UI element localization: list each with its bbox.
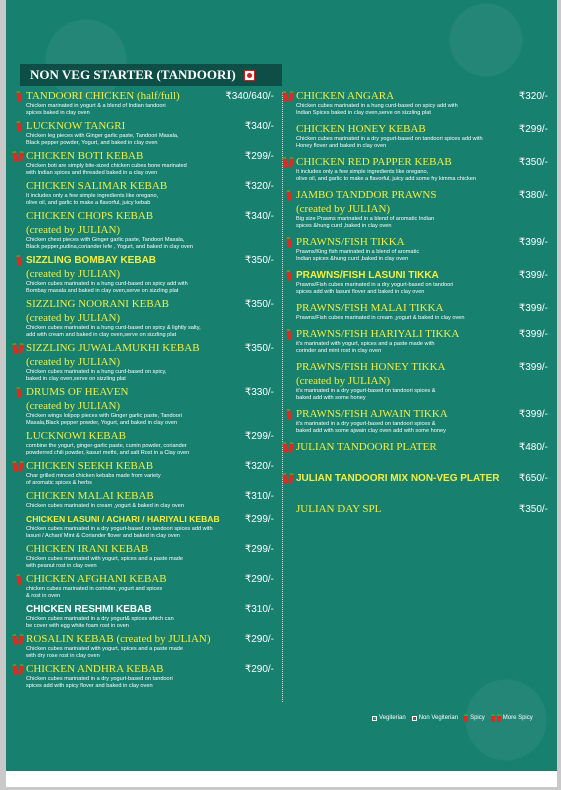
legend-nonveg: [412, 715, 458, 721]
menu-item: [282, 189, 548, 230]
item-description: Prawns/Fish cubes marinated in a dry yogurt-based on tandoori spices add with lasuni flover and baked in clay oven: [296, 282, 454, 295]
item-description: it's marinated with yogurt, spices and a paste made with corinder and mint rost in clay oven: [296, 341, 435, 354]
item-name: CHICKEN IRANI KEBAB: [26, 543, 149, 555]
menu-item: [282, 408, 548, 435]
item-description: Chicken cubes marinated in a dry yogurt-based on tandoori spices add with lasuni / Achari/ Mint & Coriander flover and baked in clay oven: [26, 526, 213, 539]
chili-icon: [12, 460, 26, 473]
menu-item: [12, 490, 274, 510]
item-price: ₹299/-: [244, 544, 274, 555]
menu-item: [282, 269, 548, 296]
item-price: ₹290/-: [244, 664, 274, 675]
legend-nonveg-label: Non Vegiterian: [418, 715, 459, 721]
item-name: CHICKEN SEEKH KEBAB: [26, 460, 154, 472]
item-price: ₹350/-: [518, 157, 548, 168]
item-price: ₹310/-: [244, 491, 274, 502]
chili-icon: [282, 236, 296, 249]
item-name: PRAWNS/FISH TIKKA: [296, 236, 405, 248]
chili-icon: [491, 714, 495, 722]
chili-spacer: [282, 503, 296, 516]
item-price: ₹650/-: [518, 473, 548, 484]
item-price: ₹399/-: [518, 329, 548, 340]
item-name: SIZZLING BOMBAY KEBAB: [26, 255, 157, 266]
item-price: ₹399/-: [518, 270, 548, 281]
item-description: It includes only a few simple ingredients like oregano, olive oil, and garlic to make a flavorful, juicy add some fry kimma chicken: [296, 169, 477, 182]
menu-item: [12, 573, 274, 600]
menu-item: [12, 254, 274, 295]
item-price: ₹320/-: [244, 461, 274, 472]
item-subtitle: (created by JULIAN): [26, 400, 121, 412]
legend-spicy-label: Spicy: [470, 715, 485, 721]
chili-icon: [282, 328, 296, 341]
menu-item: [12, 210, 274, 251]
chili-icon: [282, 441, 296, 454]
item-description: Chicken cubes marinated in a hung curd-based on spicy add with Indian Spices baked in clay oven,serve on sizzling plat: [296, 103, 458, 116]
item-price: ₹399/-: [518, 303, 548, 314]
item-description: Chicken cubes marinated in a dry yogurt& spices which can be cover with egg white foam rost in oven: [26, 616, 174, 629]
item-description: Prawns/King fish marinated in a blend of aromatic Indian spices &hung curd ,baked in clay oven: [296, 249, 420, 262]
item-price: ₹350/-: [244, 255, 274, 266]
item-name: CHICKEN RED PAPPER KEBAB: [296, 156, 452, 168]
item-price: ₹299/-: [518, 124, 548, 135]
menu-item: [12, 150, 274, 177]
item-description: Big size Prawns marinated in a blend of aromatic Indian spices &hung curd ,baked in clay oven: [296, 216, 435, 229]
item-description: Chicken wings lolipop pieces with Ginger garlic paste, Tandoori Masala,Black pepper powder, Yogurt, and baked in clay oven: [26, 413, 182, 426]
item-name: CHICKEN AFGHANI KEBAB: [26, 573, 167, 585]
veg-symbol-icon: [372, 716, 377, 721]
item-name: TANDOORI CHICKEN (half/full): [26, 90, 180, 102]
item-subtitle: (created by JULIAN): [26, 224, 121, 236]
item-price: ₹399/-: [518, 237, 548, 248]
item-price: ₹380/-: [518, 190, 548, 201]
menu-item: [12, 298, 274, 339]
chili-spacer: [12, 543, 26, 556]
chili-icon: [497, 714, 501, 722]
item-description: Chicken cubes marinated in a dry yogurt-based on tandoori spices add with Honey flover and baked in clay oven: [296, 136, 483, 149]
menu-item: [282, 236, 548, 263]
item-name: SIZZLING NOORANI KEBAB: [26, 298, 169, 310]
item-description: Chicken cubes marinated in a hung curd-based on spicy, baked in clay oven,serve on sizzling plat: [26, 369, 167, 382]
legend-more-spicy: [491, 714, 533, 722]
item-name: JAMBO TANDDOR PRAWNS: [296, 189, 437, 201]
item-price: ₹350/-: [244, 343, 274, 354]
item-price: ₹290/-: [244, 634, 274, 645]
chili-icon: [12, 120, 26, 133]
item-name: CHICKEN RESHMI KEBAB: [26, 604, 152, 615]
item-description: it's marinated in a dry yogurt-based on tandoori spices & baked add with some honey: [296, 388, 436, 401]
item-price: ₹330/-: [244, 387, 274, 398]
item-name: JULIAN DAY SPL: [296, 503, 382, 515]
menu-item: [282, 156, 548, 183]
non-veg-symbol-icon: [412, 716, 417, 721]
menu-item: [12, 633, 274, 660]
legend-more-spicy-label: More Spicy: [502, 715, 533, 721]
chili-icon: [12, 90, 26, 103]
item-name: PRAWNS/FISH HONEY TIKKA: [296, 361, 446, 373]
menu-item: [282, 441, 548, 454]
item-subtitle: (created by JULIAN): [26, 268, 121, 280]
menu-item: [282, 472, 548, 485]
chili-icon: [12, 342, 26, 355]
chili-icon: [282, 269, 296, 282]
chili-spacer: [12, 298, 26, 311]
legend-veg-label: Vegiterian: [379, 715, 406, 721]
chili-icon: [12, 663, 26, 676]
chili-icon: [282, 189, 296, 202]
chili-icon: [12, 150, 26, 163]
item-price: ₹350/-: [518, 504, 548, 515]
chili-spacer: [12, 603, 26, 616]
item-name: CHICKEN BOTI KEBAB: [26, 150, 144, 162]
item-price: ₹299/-: [244, 151, 274, 162]
item-price: ₹399/-: [518, 362, 548, 373]
item-description: Chicken cubes marinated with yogurt, spices and a paste made with peanut rost in clay oven: [26, 556, 184, 569]
item-description: Chicken cubes marinated in cream ,yogurt & baked in clay oven: [26, 503, 184, 509]
item-price: ₹290/-: [244, 574, 274, 585]
section-title: NON VEG STARTER (TANDOORI): [30, 67, 236, 82]
chili-spacer: [12, 513, 26, 526]
item-name: LUCKNOWI KEBAB: [26, 430, 126, 442]
menu-item: [282, 90, 548, 117]
chili-icon: [464, 714, 468, 722]
chili-spacer: [12, 430, 26, 443]
chili-spacer: [12, 210, 26, 223]
item-price: ₹399/-: [518, 409, 548, 420]
chili-spacer: [282, 123, 296, 136]
item-description: combine the yogurt, ginger-garlic paste, cumin powder, coriander powderred chili powder, kasuri methi, and salt Rost in a Clay oven: [26, 443, 190, 456]
item-description: Chicken marinated in yogurt & a blend of Indian tandoori spices baked in clay oven: [26, 103, 166, 116]
item-description: Chicken cubes marinated in a dry yogurt-based on tandoori spices add with spicy flover and baked in clay oven: [26, 676, 173, 689]
item-price: ₹299/-: [244, 431, 274, 442]
item-subtitle: (created by JULIAN): [26, 356, 121, 368]
section-header: [20, 64, 282, 86]
menu-item: [12, 120, 274, 147]
item-description: Char grilled minced chicken kebabs made from variety of aromatic spices & herbs: [26, 473, 161, 486]
item-description: chicken cubes marinated in corinder, yogurt and spices & rost in oven: [26, 586, 163, 599]
menu-item: [282, 361, 548, 402]
chili-spacer: [282, 361, 296, 374]
left-menu-column: [12, 90, 274, 693]
menu-item: [282, 302, 548, 322]
menu-item: [12, 663, 274, 690]
menu-item: [282, 123, 548, 150]
menu-item: [282, 328, 548, 355]
chili-spacer: [12, 180, 26, 193]
item-name: CHICKEN LASUNI / ACHARI / HARIYALI KEBAB: [26, 514, 220, 524]
chili-icon: [12, 633, 26, 646]
item-price: ₹310/-: [244, 604, 274, 615]
chili-icon: [282, 156, 296, 169]
item-description: Chicken chest pieces with Ginger garlic paste, Tandoori Masala, Black pepper,pudina,coriander lefe , Yogurt, and baked in clay oven: [26, 237, 193, 250]
item-price: ₹340/-: [244, 121, 274, 132]
non-veg-symbol-icon: [244, 70, 255, 81]
menu-item: [12, 543, 274, 570]
menu-item: [282, 503, 548, 516]
chili-spacer: [282, 302, 296, 315]
menu-item: [12, 460, 274, 487]
right-menu-column: [282, 90, 548, 534]
menu-page: [6, 0, 557, 787]
legend-veg: [372, 715, 406, 721]
menu-item: [12, 386, 274, 427]
item-name: JULIAN TANDOORI PLATER: [296, 441, 437, 453]
menu-item: [12, 430, 274, 457]
chili-icon: [282, 90, 296, 103]
item-name: SIZZLING JUWALAMUKHI KEBAB: [26, 342, 200, 354]
item-name: DRUMS OF HEAVEN: [26, 386, 129, 398]
item-price: ₹340/-: [244, 211, 274, 222]
chili-icon: [12, 254, 26, 267]
item-name: CHICKEN CHOPS KEBAB: [26, 210, 154, 222]
legend: [372, 712, 533, 724]
chili-icon: [282, 472, 296, 485]
item-description: It includes only a few simple ingredients like oregano, olive oil, and garlic to make a flavorful, juicy kebab: [26, 193, 159, 206]
item-price: ₹340/640/-: [225, 91, 274, 102]
item-description: Prawns/Fish cubes marinated in cream ,yogurt & baked in clay oven: [296, 315, 465, 321]
item-name: CHICKEN HONEY KEBAB: [296, 123, 426, 135]
item-description: Chicken cubes marinated in a hung curd-based on spicy & lightly salty, add with cream and baked in clay oven,serve on sizzling plat: [26, 325, 201, 338]
item-description: Chicken cubes marinated with yogurt, spices and a paste made with dry rose rost in clay oven: [26, 646, 184, 659]
chili-icon: [12, 386, 26, 399]
item-price: ₹320/-: [518, 91, 548, 102]
legend-spicy: [464, 714, 485, 722]
item-subtitle: (created by JULIAN): [296, 375, 391, 387]
item-price: ₹299/-: [244, 514, 274, 525]
item-name: CHICKEN MALAI KEBAB: [26, 490, 154, 502]
item-name: PRAWNS/FISH AJWAIN TIKKA: [296, 408, 448, 420]
menu-item: [12, 603, 274, 630]
menu-item: [12, 180, 274, 207]
item-name: PRAWNS/FISH LASUNI TIKKA: [296, 270, 439, 281]
chili-icon: [12, 573, 26, 586]
item-name: CHICKEN ANDHRA KEBAB: [26, 663, 164, 675]
menu-item: [12, 513, 274, 540]
item-name: LUCKNOW TANGRI: [26, 120, 126, 132]
item-description: Chicken leg pieces with Ginger garlic paste, Tandoori Masala, Black pepper powder, Yogurt, and baked in clay oven: [26, 133, 179, 146]
item-description: it's marinated in a dry yogurt-based on tandoori spices & baked add with some ajwain clay oven add with some honey: [296, 421, 446, 434]
menu-item: [12, 90, 274, 117]
menu-item: [12, 342, 274, 383]
item-description: Chicken boti are simply bite-sized chicken cubes bone marinated with Indian spices and threaded baked in a clay oven: [26, 163, 187, 176]
item-price: ₹350/-: [244, 299, 274, 310]
item-name: JULIAN TANDOORI MIX NON-VEG PLATER: [296, 473, 500, 484]
item-price: ₹480/-: [518, 442, 548, 453]
item-description: Chicken cubes marinated in a hung curd-based on spicy add with Bombay masala and baked in clay oven,serve on sizzling plat: [26, 281, 188, 294]
item-name: PRAWNS/FISH HARIYALI TIKKA: [296, 328, 460, 340]
item-name: PRAWNS/FISH MALAI TIKKA: [296, 302, 444, 314]
chili-spacer: [12, 490, 26, 503]
chili-icon: [282, 408, 296, 421]
item-subtitle: (created by JULIAN): [26, 312, 121, 324]
item-name: CHICKEN SALIMAR KEBAB: [26, 180, 168, 192]
item-name: CHICKEN ANGARA: [296, 90, 395, 102]
item-subtitle: (created by JULIAN): [296, 203, 391, 215]
item-price: ₹320/-: [244, 181, 274, 192]
item-name: ROSALIN KEBAB (created by JULIAN): [26, 633, 211, 645]
